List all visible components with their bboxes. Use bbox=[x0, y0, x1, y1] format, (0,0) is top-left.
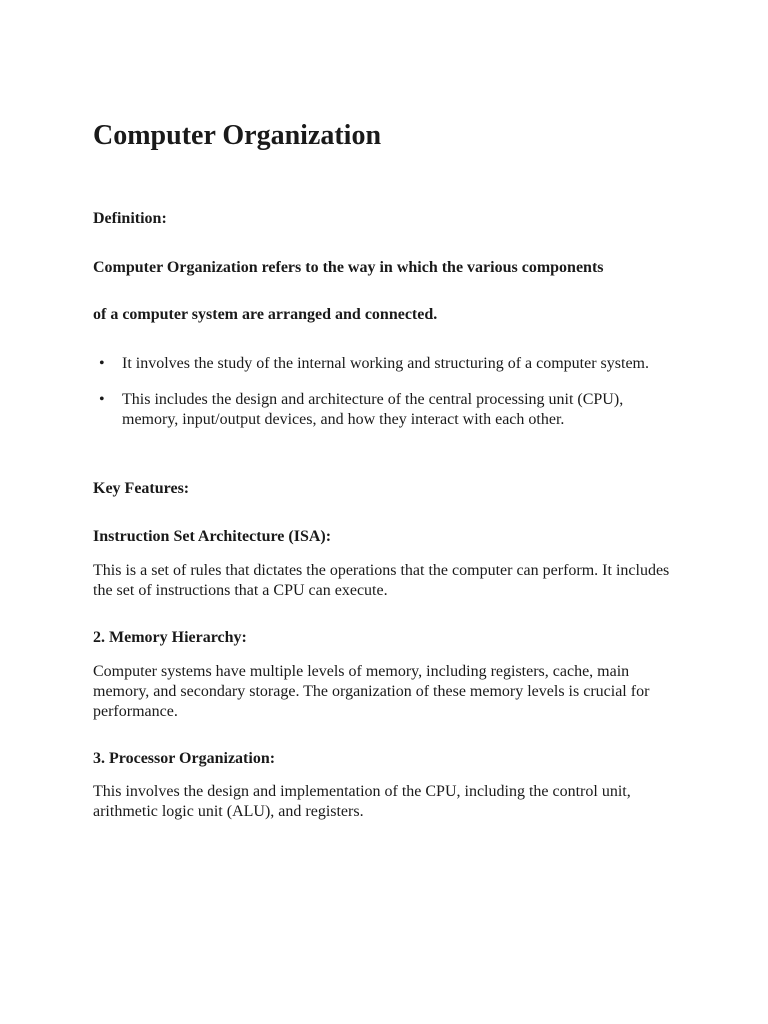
list-item bbox=[93, 354, 683, 374]
bullet-icon: • bbox=[99, 355, 105, 372]
feature-heading-memory-hierarchy: 2. Memory Hierarchy: bbox=[93, 629, 247, 646]
page-title: Computer Organization bbox=[93, 120, 382, 151]
feature-text-isa: This is a set of rules that dictates the operations that the computer can perform. It includes the set of instructions that a CPU can execute. bbox=[93, 562, 670, 599]
list-item bbox=[93, 390, 683, 430]
feature-heading-isa: Instruction Set Architecture (ISA): bbox=[93, 528, 332, 545]
definition-text-line-1: Computer Organization refers to the way in which the various components bbox=[93, 259, 604, 276]
definition-text-line-2: of a computer system are arranged and connected. bbox=[93, 306, 438, 323]
feature-heading-processor-organization: 3. Processor Organization: bbox=[93, 750, 276, 767]
bullet-icon: • bbox=[99, 391, 105, 408]
key-features-heading: Key Features: bbox=[93, 480, 190, 497]
bullet-text: This includes the design and architecture of the central processing unit (CPU), memory, input/output devices, and how they interact with each other. bbox=[122, 391, 624, 428]
feature-text-memory-hierarchy: Computer systems have multiple levels of memory, including registers, cache, main memory, and secondary storage. The organization of these memory levels is crucial for performance. bbox=[93, 663, 650, 720]
definition-heading: Definition: bbox=[93, 210, 167, 227]
bullet-text: It involves the study of the internal working and structuring of a computer system. bbox=[122, 355, 649, 372]
bullet-list bbox=[93, 354, 683, 446]
feature-text-processor-organization: This involves the design and implementation of the CPU, including the control unit, arithmetic logic unit (ALU), and registers. bbox=[93, 783, 631, 820]
